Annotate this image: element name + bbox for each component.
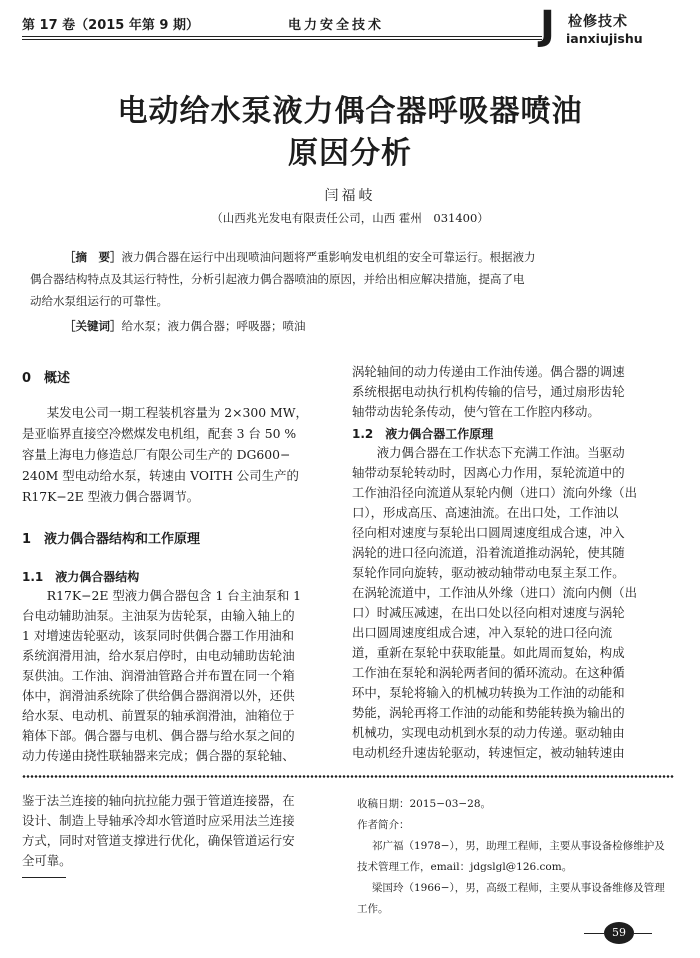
- section-1-2-heading: 1.2 液力偶合器工作原理: [352, 427, 494, 441]
- keywords-line: [64, 318, 306, 334]
- section-1-1-heading: 1.1 液力偶合器结构: [22, 570, 140, 584]
- page-number-rule-right: [634, 933, 652, 934]
- body-line: 涡轮轴间的动力传递由工作油传递。偶合器的调速: [352, 364, 625, 379]
- body-line: 电动机经升速齿轮驱动，转速恒定，被动轴转速由: [352, 745, 625, 760]
- body-line: 是亚临界直接空冷燃煤发电机组，配套 3 台 50 %: [22, 426, 297, 441]
- author-intro-label: 作者简介：: [357, 819, 410, 831]
- body-line: 轴带动泵轮转动时，因离心力作用，泵轮流道中的: [352, 465, 625, 480]
- header-rule-thin: [22, 39, 542, 40]
- author-bio-1-line-2: 技术管理工作，email：jdgslgl@126.com。: [357, 861, 573, 873]
- body-line: 设计、制造上导轴承冷却水管道时应采用法兰连接: [22, 813, 295, 828]
- brand-logo-letter: J: [540, 3, 555, 49]
- brand-section-en: ianxiujishu: [566, 31, 643, 46]
- page-number-rule-left: [584, 933, 604, 934]
- body-line: 工作油沿径向流道从泵轮内侧（进口）流向外缘（出: [352, 485, 637, 500]
- body-line: 口）时减压减速，在出口处以径向相对速度与涡轮: [352, 605, 625, 620]
- abstract-line-2: 偶合器结构特点及其运行特性，分析引起液力偶合器喷油的原因，并给出相应解决措施，提高了电: [30, 272, 525, 286]
- body-line: R17K−2E 型液力偶合器调节。: [22, 489, 200, 504]
- author-bio-2-line-1: 梁国玲（1966−），男，高级工程师，主要从事设备维修及管理: [372, 882, 665, 894]
- author-bio-2-line-2: 工作。: [357, 903, 389, 915]
- body-line: 某发电公司一期工程装机容量为 2×300 MW，: [22, 405, 308, 420]
- keywords-text: 给水泵；液力偶合器；呼吸器；喷油: [121, 319, 306, 333]
- body-line: 工作油在泵轮和涡轮两者间的循环流动。在这种循: [352, 665, 625, 680]
- body-line: 鉴于法兰连接的轴向抗拉能力强于管道连接器，在: [22, 793, 295, 808]
- body-line: 轴带动齿轮条传动，使勺管在工作腔内移动。: [352, 404, 600, 419]
- body-line: 环中，泵轮将输入的机械功转换为工作油的动能和: [352, 685, 625, 700]
- body-line: 体中，润滑油系统除了供给偶合器润滑以外，还供: [22, 688, 295, 703]
- section-1-heading: 1 液力偶合器结构和工作原理: [22, 532, 201, 547]
- author-bio-1-line-1: 祁广福（1978−），男，助理工程师，主要从事设备检修维护及: [372, 840, 665, 852]
- body-line: 1 对增速齿轮驱动，该泵同时供偶合器工作用油和: [22, 628, 295, 643]
- body-line: 箱体下部。偶合器与电机、偶合器与给水泵之间的: [22, 728, 295, 743]
- author-name: 闫福岐: [324, 188, 376, 204]
- received-date: 收稿日期：2015−03−28。: [357, 798, 492, 810]
- body-line: 机械功，实现电动机到水泵的动力传递。驱动轴由: [352, 725, 625, 740]
- end-mark-rule: [22, 877, 66, 878]
- body-line: 在涡轮流道中，工作油从外缘（进口）流向内侧（出: [352, 585, 637, 600]
- body-line: 泵供油。工作油、润滑油管路合并布置在同一个箱: [22, 668, 295, 683]
- article-title-line1: 电动给水泵液力偶合器呼吸器喷油: [117, 94, 583, 129]
- body-line: 系统润滑用油，给水泵启停时，由电动辅助齿轮油: [22, 648, 295, 663]
- article-title-line2: 原因分析: [288, 136, 412, 171]
- abstract-line-1: [64, 249, 536, 265]
- body-line: 全可靠。: [22, 853, 72, 868]
- journal-name: 电力安全技术: [288, 18, 385, 33]
- section-0-heading: 0 概述: [22, 371, 71, 386]
- body-line: R17K−2E 型液力偶合器包含 1 台主油泵和 1: [22, 588, 302, 603]
- body-line: 泵轮作同向旋转，驱动被动轴带动电泵主泵工作。: [352, 565, 625, 580]
- abstract-text: 液力偶合器在运行中出现喷油问题将严重影响发电机组的安全可靠运行。根据液力: [121, 250, 536, 264]
- body-line: 涡轮的进口径向流道，沿着流道推动涡轮，使其随: [352, 545, 625, 560]
- body-line: 口），形成高压、高速油流。在出口处，工作油以: [352, 505, 619, 520]
- body-line: 240M 型电动给水泵，转速由 VOITH 公司生产的: [22, 468, 299, 483]
- header-rule: [22, 36, 542, 37]
- brand-section-cn: 检修技术: [568, 14, 628, 30]
- body-line: 势能，涡轮再将工作油的动能和势能转换为输出的: [352, 705, 625, 720]
- body-line: 径向相对速度与泵轮出口圆周速度组成合速，冲入: [352, 525, 625, 540]
- body-line: 出口圆周速度组成合速，冲入泵轮的进口径向流: [352, 625, 613, 640]
- body-line: 台电动辅助油泵。主油泵为齿轮泵，由输入轴上的: [22, 608, 295, 623]
- dotted-separator: [22, 775, 674, 778]
- body-line: 给水泵、电动机、前置泵的轴承润滑油，油箱位于: [22, 708, 295, 723]
- page-number: 59: [604, 922, 634, 944]
- abstract-label: ［摘 要］: [64, 250, 122, 264]
- body-line: 液力偶合器在工作状态下充满工作油。当驱动: [352, 445, 625, 460]
- body-line: 道，重新在泵轮中获取能量。如此周而复始，构成: [352, 645, 625, 660]
- affiliation: （山西兆光发电有限责任公司，山西 霍州 031400）: [211, 211, 489, 225]
- body-line: 容量上海电力修造总厂有限公司生产的 DG600−: [22, 447, 291, 462]
- keywords-label: ［关键词］: [64, 319, 122, 333]
- body-line: 方式，同时对管道支撑进行优化，确保管道运行安: [22, 833, 295, 848]
- body-line: 系统根据电动执行机构传输的信号，通过扇形齿轮: [352, 384, 625, 399]
- issue-info: 第 17 卷（2015 年第 9 期）: [22, 18, 199, 33]
- body-line: 动力传递由挠性联轴器来完成；偶合器的泵轮轴、: [22, 748, 295, 763]
- abstract-line-3: 动给水泵组运行的可靠性。: [30, 294, 168, 308]
